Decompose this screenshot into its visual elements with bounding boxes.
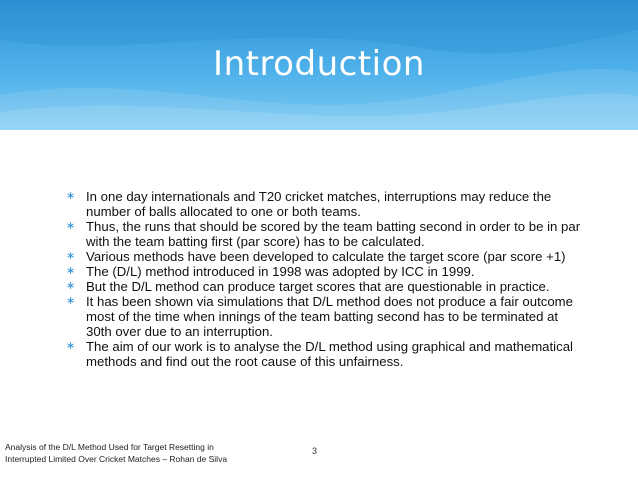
asterisk-bullet-icon: ∗ [66, 295, 76, 307]
list-item [64, 339, 584, 369]
bullet-text: The (D/L) method introduced in 1998 was adopted by ICC in 1999. [86, 264, 475, 279]
list-item [64, 264, 584, 279]
asterisk-bullet-icon: ∗ [66, 340, 76, 352]
slide-title: Introduction [213, 44, 425, 84]
bullet-text: Thus, the runs that should be scored by the team batting second in order to be in par with the team batting first (par score) has to be calculated. [86, 219, 581, 249]
bullet-list [64, 189, 584, 369]
bullet-text: But the D/L method can produce target scores that are questionable in practice. [86, 279, 550, 294]
footer-reference-line1: Analysis of the D/L Method Used for Target Resetting in [5, 442, 214, 452]
list-item [64, 249, 584, 264]
asterisk-bullet-icon: ∗ [66, 220, 76, 232]
footer-reference-line2: Interrupted Limited Over Cricket Matches – Rohan de Silva [5, 454, 228, 464]
bullet-text: It has been shown via simulations that D/L method does not produce a fair outcome most of the time when innings of the team batting second has to be terminated at 30th over due to an interruption. [86, 294, 573, 339]
footer-reference [5, 441, 265, 465]
asterisk-bullet-icon: ∗ [66, 190, 76, 202]
list-item [64, 279, 584, 294]
bullet-text: Various methods have been developed to calculate the target score (par score +1) [86, 249, 566, 264]
asterisk-bullet-icon: ∗ [66, 265, 76, 277]
asterisk-bullet-icon: ∗ [66, 250, 76, 262]
bullet-text: The aim of our work is to analyse the D/L method using graphical and mathematical methods and find out the root cause of this unfairness. [86, 339, 573, 369]
page-number: 3 [312, 446, 318, 456]
list-item [64, 219, 584, 249]
bullet-text: In one day internationals and T20 cricket matches, interruptions may reduce the number of balls allocated to one or both teams. [86, 189, 552, 219]
list-item [64, 189, 584, 219]
title-banner [0, 0, 638, 130]
list-item [64, 294, 584, 339]
asterisk-bullet-icon: ∗ [66, 280, 76, 292]
